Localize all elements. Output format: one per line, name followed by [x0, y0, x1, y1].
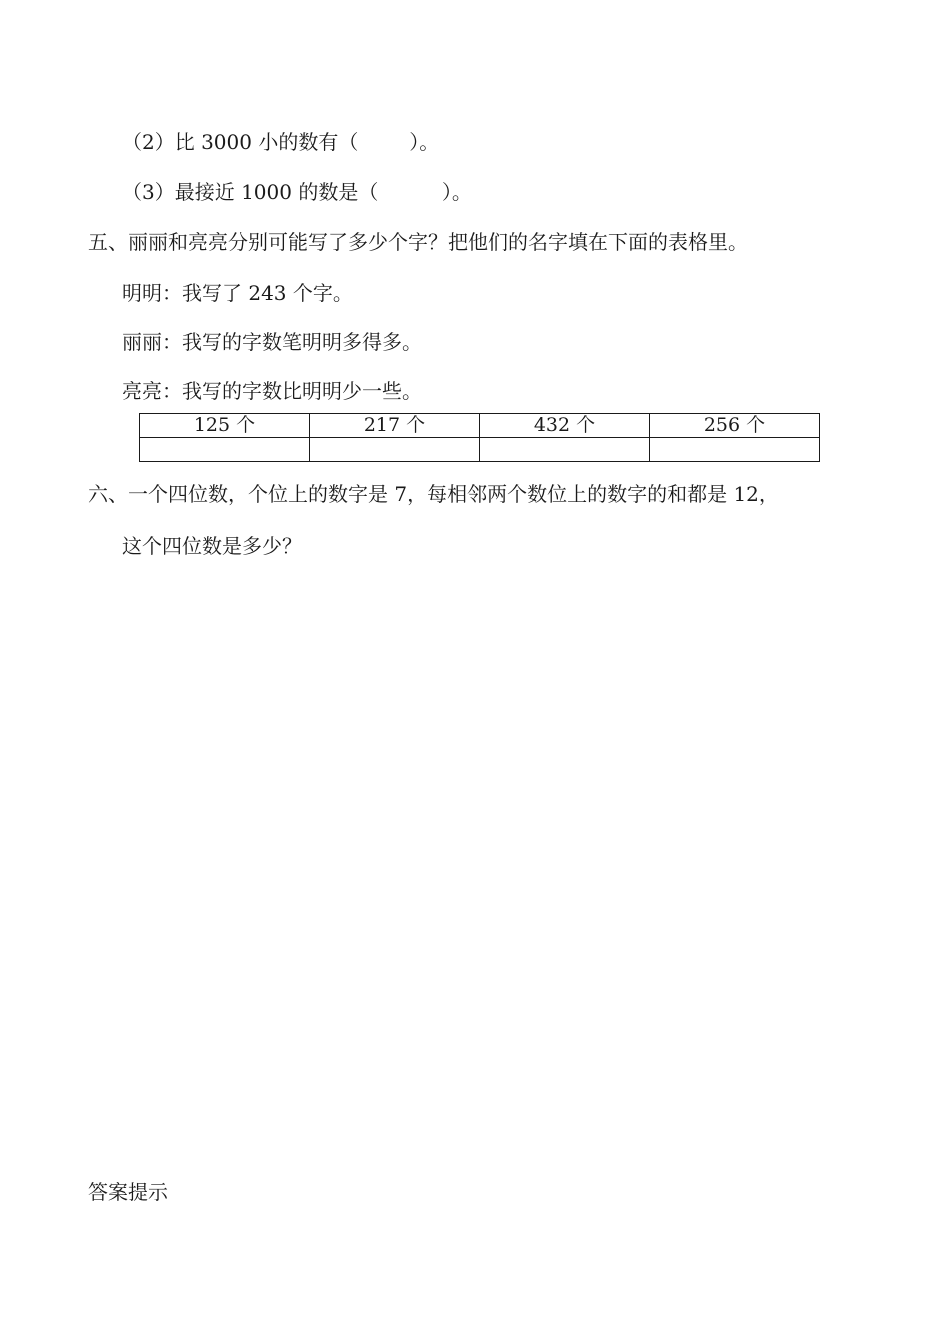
statement-liangliang: 亮亮：我写的字数比明明少一些。 — [122, 379, 422, 403]
table-header-cell: 125 个 — [140, 414, 310, 438]
answer-cell[interactable] — [140, 438, 310, 462]
table-header-row — [140, 414, 820, 438]
question-6-line-1: 六、一个四位数，个位上的数字是 7，每相邻两个数位上的数字的和都是 12， — [88, 482, 779, 506]
question-4-item-3: （3）最接近 1000 的数是（ ）。 — [122, 180, 472, 204]
statement-mingming: 明明：我写了 243 个字。 — [122, 281, 353, 305]
table-header-cell: 217 个 — [310, 414, 480, 438]
question-5-title: 五、丽丽和亮亮分别可能写了多少个字？把他们的名字填在下面的表格里。 — [88, 230, 748, 254]
table-header-cell: 256 个 — [650, 414, 820, 438]
answer-cell[interactable] — [480, 438, 650, 462]
answer-cell[interactable] — [310, 438, 480, 462]
table-answer-row — [140, 438, 820, 462]
answer-table — [139, 413, 820, 462]
statement-lili: 丽丽：我写的字数笔明明多得多。 — [122, 330, 422, 354]
answer-hint-heading: 答案提示 — [88, 1180, 168, 1204]
answer-cell[interactable] — [650, 438, 820, 462]
question-4-item-2: （2）比 3000 小的数有（ ）。 — [122, 130, 440, 154]
table-header-cell: 432 个 — [480, 414, 650, 438]
question-6-line-2: 这个四位数是多少？ — [122, 534, 302, 558]
